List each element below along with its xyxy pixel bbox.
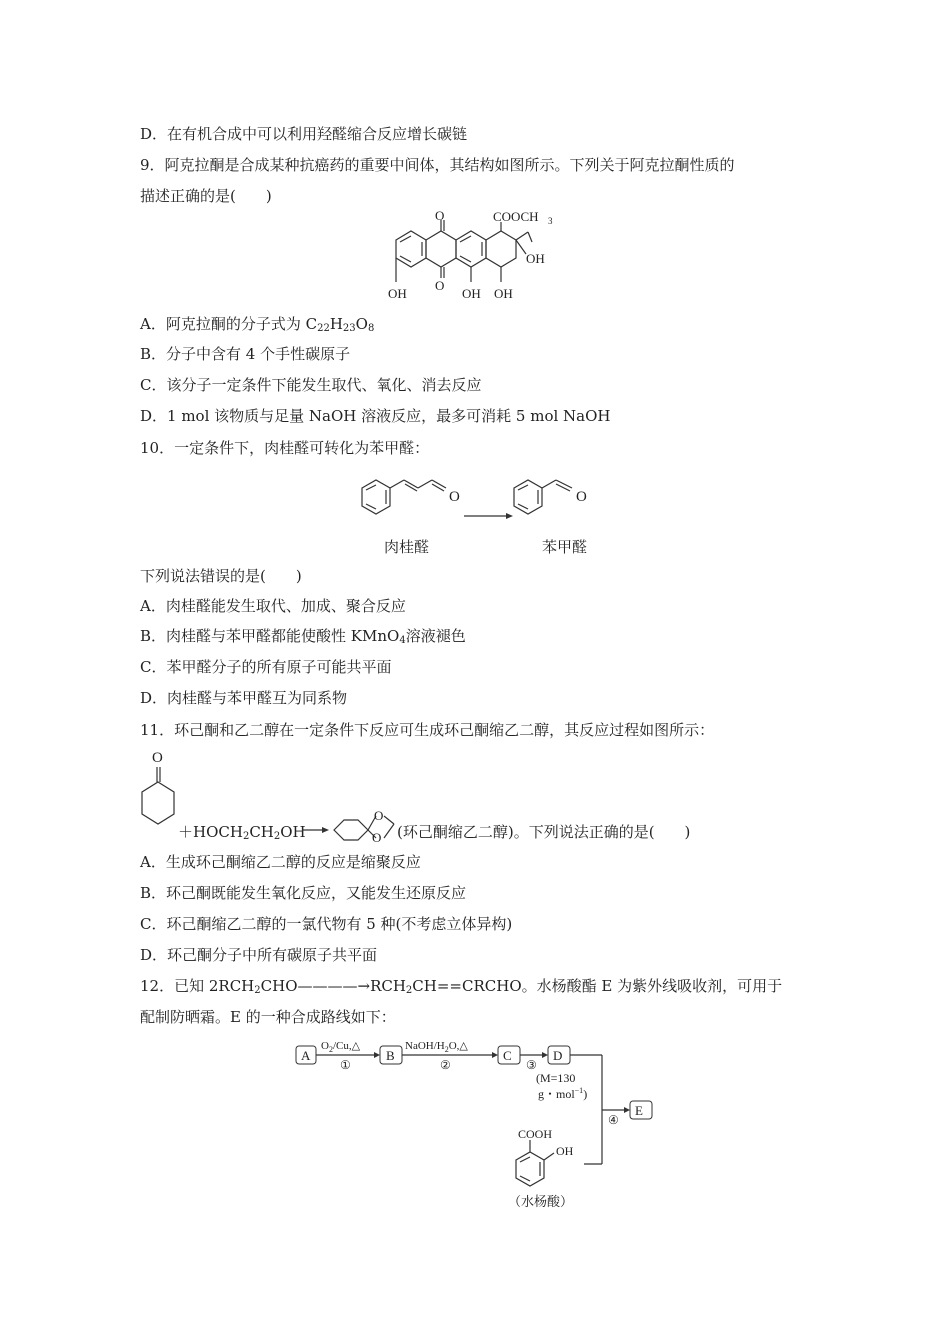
q9-option-a: A．阿克拉酮的分子式为 $C_{22}H_{23}O_8$	[140, 315, 375, 334]
q11-stem: 11．环己酮和乙二醇在一定条件下反应可生成环己酮缩乙二醇，其反应过程如图所示：	[140, 721, 715, 739]
route-step-3: ③	[526, 1058, 537, 1072]
q10-option-d: D．肉桂醛与苯甲醛互为同系物	[140, 689, 348, 707]
q10-option-c: C．苯甲醛分子的所有原子可能共平面	[140, 658, 392, 676]
struct-o-bottom: O	[435, 278, 445, 293]
struct-ester-sub: 3	[548, 216, 553, 226]
q9-stem-line1: 9．阿克拉酮是合成某种抗癌药的重要中间体，其结构如图所示。下列关于阿克拉酮性质的	[140, 156, 735, 174]
salicylic-name: （水杨酸）	[508, 1194, 574, 1209]
svg-text:O2/Cu,△: $O_2/Cu,\triangle$	[321, 1040, 361, 1054]
struct-ester: COOCH	[493, 209, 539, 224]
q12-stem-line2: 配制防晒霜。E 的一种合成路线如下：	[140, 1008, 396, 1026]
benzaldehyde-o: O	[576, 489, 587, 505]
q11-option-d: D．环己酮分子中所有碳原子共平面	[140, 946, 378, 964]
q12-stem-line1: 12．已知 $2RCH_2CHO————\to RCH_2CH==CRCHO$。水杨酸酯 E 为紫外线吸收剂，可用于	[140, 977, 783, 996]
ketal-ring-o1: O	[374, 808, 384, 823]
q9-stem-line2: 描述正确的是( )	[140, 187, 272, 205]
struct-oh-right: OH	[526, 251, 545, 266]
q9-option-d: D．1 mol 该物质与足量 NaOH 溶液反应，最多可消耗 5 mol NaOH	[140, 407, 611, 425]
route-step-1: ①	[340, 1058, 351, 1072]
q10-option-a: A．肉桂醛能发生取代、加成、聚合反应	[140, 597, 406, 615]
q10-option-b: B．肉桂醛与苯甲醛都能使酸性 KMnO$_4$溶液褪色	[140, 627, 466, 646]
salicylic-cooh: COOH	[518, 1127, 553, 1141]
q9-option-c: C．该分子一定条件下能发生取代、氧化、消去反应	[140, 376, 482, 394]
q10-ask: 下列说法错误的是( )	[140, 567, 302, 585]
route-b: B	[386, 1048, 395, 1063]
cinnamaldehyde-o: O	[449, 489, 460, 505]
route-d: D	[553, 1048, 563, 1063]
route-c: C	[503, 1048, 512, 1063]
q9-option-b: B．分子中含有 4 个手性碳原子	[140, 345, 351, 363]
q11-reagent: $+HOCH_2CH_2OH$	[178, 823, 306, 842]
cinnamaldehyde-name: 肉桂醛	[384, 540, 430, 556]
benzaldehyde-name: 苯甲醛	[542, 540, 588, 556]
q11-option-b: B．环己酮既能发生氧化反应，又能发生还原反应	[140, 884, 467, 902]
svg-text:NaOH/H2O,△: NaOH/$H_2O,\triangle$	[405, 1040, 468, 1054]
route-e: E	[635, 1103, 643, 1118]
q11-option-a: A．生成环己酮缩乙二醇的反应是缩聚反应	[140, 853, 421, 871]
q10-stem: 10．一定条件下，肉桂醛可转化为苯甲醛：	[140, 439, 430, 457]
route-step-4: ④	[608, 1113, 619, 1127]
struct-oh-2: OH	[462, 286, 481, 301]
q11-option-c: C．环己酮缩乙二醇的一氯代物有 5 种(不考虑立体异构)	[140, 915, 513, 933]
route-step-2: ②	[440, 1058, 451, 1072]
q8-option-d: D．在有机合成中可以利用羟醛缩合反应增长碳链	[140, 125, 468, 143]
q11-tail: (环己酮缩乙二醇)。下列说法正确的是( )	[397, 823, 691, 841]
ketal-ring-o2: O	[372, 830, 382, 845]
cinnamaldehyde-reaction	[350, 466, 620, 566]
route-mass: (M=130	[536, 1071, 576, 1085]
aclacinone-structure	[380, 208, 580, 308]
route-a: A	[301, 1048, 311, 1063]
ketal-arrow-structure	[300, 794, 400, 844]
salicylic-oh: OH	[556, 1144, 574, 1158]
cyclohexanone-structure	[138, 746, 182, 838]
cyclohexanone-o: O	[152, 750, 163, 766]
svg-text:g・mol−1): g・mol$^{-1}$)	[538, 1086, 588, 1101]
struct-o-top: O	[435, 208, 445, 223]
struct-oh-3: OH	[494, 286, 513, 301]
struct-oh-1: OH	[388, 286, 407, 301]
synthesis-route	[290, 1036, 670, 1216]
